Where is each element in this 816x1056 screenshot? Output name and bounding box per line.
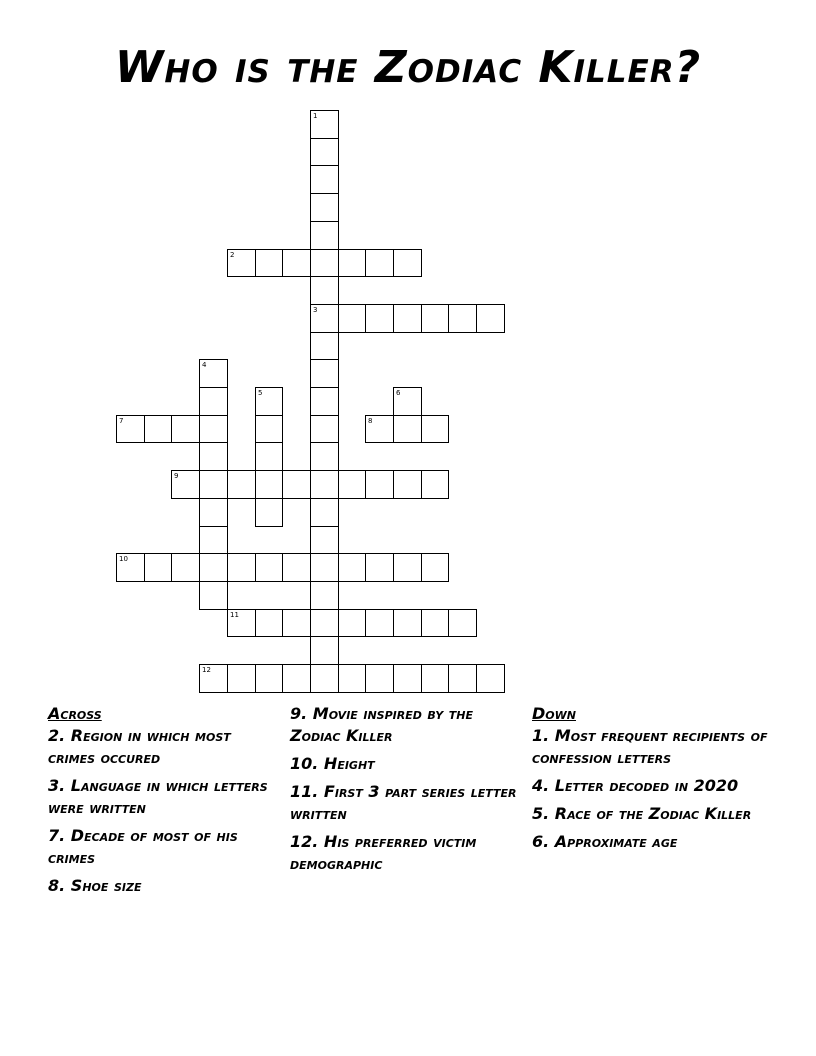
- cell-number: 8: [368, 417, 373, 425]
- grid-cell[interactable]: [199, 470, 228, 499]
- clue-number: 6.: [532, 832, 550, 851]
- grid-cell[interactable]: [338, 553, 366, 582]
- grid-cell[interactable]: [310, 193, 339, 222]
- grid-cell[interactable]: [393, 553, 422, 582]
- grid-cell[interactable]: [393, 249, 422, 277]
- across-clue-8: [48, 875, 283, 897]
- cell-number: 7: [119, 417, 124, 425]
- grid-cell[interactable]: [421, 664, 449, 693]
- across-clues-column-2: [290, 703, 525, 881]
- grid-cell[interactable]: [393, 664, 422, 693]
- grid-cell[interactable]: [255, 415, 283, 443]
- across-clue-12: [290, 831, 525, 875]
- grid-cell[interactable]: [199, 526, 228, 554]
- grid-cell[interactable]: [282, 664, 311, 693]
- clue-text: Decade of most of his crimes: [48, 826, 238, 867]
- grid-cell[interactable]: [310, 304, 339, 333]
- grid-cell[interactable]: [199, 581, 228, 610]
- grid-cell[interactable]: [144, 415, 172, 443]
- across-clues-column-1: [48, 703, 283, 903]
- grid-cell[interactable]: [199, 498, 228, 527]
- clue-number: 10.: [290, 754, 319, 773]
- cell-number: 2: [230, 251, 235, 259]
- grid-cell[interactable]: [310, 581, 339, 610]
- down-clues-column: [532, 703, 772, 859]
- grid-cell[interactable]: [199, 415, 228, 443]
- grid-cell[interactable]: [310, 470, 339, 499]
- grid-cell[interactable]: [421, 609, 449, 637]
- grid-cell[interactable]: [255, 553, 283, 582]
- grid-cell[interactable]: [255, 664, 283, 693]
- grid-cell[interactable]: [199, 387, 228, 416]
- grid-cell[interactable]: [310, 387, 339, 416]
- grid-cell[interactable]: [476, 664, 505, 693]
- down-clue-5: [532, 803, 772, 825]
- grid-cell[interactable]: [255, 387, 283, 416]
- clue-text: Language in which letters were written: [48, 776, 268, 817]
- clue-number: 11.: [290, 782, 319, 801]
- grid-cell[interactable]: [310, 221, 339, 250]
- grid-cell[interactable]: [310, 110, 339, 139]
- grid-cell[interactable]: [310, 609, 339, 637]
- grid-cell[interactable]: [227, 249, 256, 277]
- grid-cell[interactable]: [448, 609, 477, 637]
- grid-cell[interactable]: [338, 609, 366, 637]
- clue-number: 4.: [532, 776, 550, 795]
- clue-number: 7.: [48, 826, 66, 845]
- cell-number: 3: [313, 306, 318, 314]
- grid-cell[interactable]: [255, 470, 283, 499]
- grid-cell[interactable]: [171, 553, 200, 582]
- grid-cell[interactable]: [255, 442, 283, 471]
- grid-cell[interactable]: [282, 553, 311, 582]
- grid-cell[interactable]: [421, 304, 449, 333]
- grid-cell[interactable]: [393, 415, 422, 443]
- grid-cell[interactable]: [227, 553, 256, 582]
- clue-number: 3.: [48, 776, 66, 795]
- grid-cell[interactable]: [310, 442, 339, 471]
- grid-cell[interactable]: [365, 553, 394, 582]
- grid-cell[interactable]: [310, 332, 339, 360]
- grid-cell[interactable]: [199, 553, 228, 582]
- cell-number: 5: [258, 389, 263, 397]
- grid-cell[interactable]: [310, 636, 339, 665]
- clue-text: Shoe size: [70, 876, 142, 895]
- grid-cell[interactable]: [171, 415, 200, 443]
- clue-number: 2.: [48, 726, 66, 745]
- cell-number: 1: [313, 112, 318, 120]
- grid-cell[interactable]: [393, 387, 422, 416]
- grid-cell[interactable]: [448, 304, 477, 333]
- grid-cell[interactable]: [310, 165, 339, 194]
- clue-text: Region in which most crimes occured: [48, 726, 231, 767]
- grid-cell[interactable]: [338, 664, 366, 693]
- grid-cell[interactable]: [338, 304, 366, 333]
- grid-cell[interactable]: [116, 553, 145, 582]
- clue-number: 12.: [290, 832, 319, 851]
- grid-cell[interactable]: [338, 249, 366, 277]
- grid-cell[interactable]: [310, 249, 339, 277]
- grid-cell[interactable]: [393, 304, 422, 333]
- grid-cell[interactable]: [365, 609, 394, 637]
- cell-number: 4: [202, 361, 207, 369]
- clue-number: 1.: [532, 726, 550, 745]
- grid-cell[interactable]: [310, 526, 339, 554]
- clue-text: Most frequent recipients of confession letters: [532, 726, 768, 767]
- clue-number: 8.: [48, 876, 66, 895]
- grid-cell[interactable]: [227, 664, 256, 693]
- grid-cell[interactable]: [310, 138, 339, 166]
- grid-cell[interactable]: [365, 249, 394, 277]
- grid-cell[interactable]: [365, 415, 394, 443]
- grid-cell[interactable]: [310, 276, 339, 305]
- down-clue-4: [532, 775, 772, 797]
- cell-number: 11: [230, 611, 239, 619]
- clue-text: Height: [323, 754, 375, 773]
- down-clue-1: [532, 725, 772, 769]
- down-clue-6: [532, 831, 772, 853]
- grid-cell[interactable]: [310, 664, 339, 693]
- clue-text: Letter decoded in 2020: [554, 776, 739, 795]
- grid-cell[interactable]: [255, 498, 283, 527]
- grid-cell[interactable]: [199, 359, 228, 388]
- clue-number: 9.: [290, 704, 308, 723]
- across-heading: Across: [48, 704, 102, 723]
- grid-cell[interactable]: [255, 609, 283, 637]
- grid-cell[interactable]: [171, 470, 200, 499]
- grid-cell[interactable]: [365, 304, 394, 333]
- grid-cell[interactable]: [227, 470, 256, 499]
- grid-cell[interactable]: [421, 553, 449, 582]
- cell-number: 10: [119, 555, 128, 563]
- grid-cell[interactable]: [199, 442, 228, 471]
- cell-number: 6: [396, 389, 401, 397]
- puzzle-title: Who is the Zodiac Killer?: [114, 42, 702, 93]
- down-heading: Down: [532, 704, 576, 723]
- grid-cell[interactable]: [144, 553, 172, 582]
- across-clue-7: [48, 825, 283, 869]
- grid-cell[interactable]: [282, 470, 311, 499]
- grid-cell[interactable]: [310, 553, 339, 582]
- clue-text: Movie inspired by the Zodiac Killer: [290, 704, 473, 745]
- grid-cell[interactable]: [476, 304, 505, 333]
- across-clue-2: [48, 725, 283, 769]
- across-clue-10: [290, 753, 525, 775]
- cell-number: 12: [202, 666, 211, 674]
- grid-cell[interactable]: [255, 249, 283, 277]
- grid-cell[interactable]: [116, 415, 145, 443]
- grid-cell[interactable]: [310, 359, 339, 388]
- grid-cell[interactable]: [421, 470, 449, 499]
- across-clue-11: [290, 781, 525, 825]
- clue-text: First 3 part series letter written: [290, 782, 517, 823]
- clue-number: 5.: [532, 804, 550, 823]
- grid-cell[interactable]: [310, 498, 339, 527]
- clue-text: His preferred victim demographic: [290, 832, 477, 873]
- grid-cell[interactable]: [393, 609, 422, 637]
- grid-cell[interactable]: [393, 470, 422, 499]
- grid-cell[interactable]: [282, 609, 311, 637]
- grid-cell[interactable]: [448, 664, 477, 693]
- grid-cell[interactable]: [365, 664, 394, 693]
- grid-cell[interactable]: [338, 470, 366, 499]
- grid-cell[interactable]: [227, 609, 256, 637]
- grid-cell[interactable]: [282, 249, 311, 277]
- across-clue-9: [290, 703, 525, 747]
- clue-text: Approximate age: [554, 832, 678, 851]
- grid-cell[interactable]: [421, 415, 449, 443]
- grid-cell[interactable]: [365, 470, 394, 499]
- across-clue-3: [48, 775, 283, 819]
- cell-number: 9: [174, 472, 179, 480]
- grid-cell[interactable]: [310, 415, 339, 443]
- grid-cell[interactable]: [199, 664, 228, 693]
- clue-text: Race of the Zodiac Killer: [554, 804, 752, 823]
